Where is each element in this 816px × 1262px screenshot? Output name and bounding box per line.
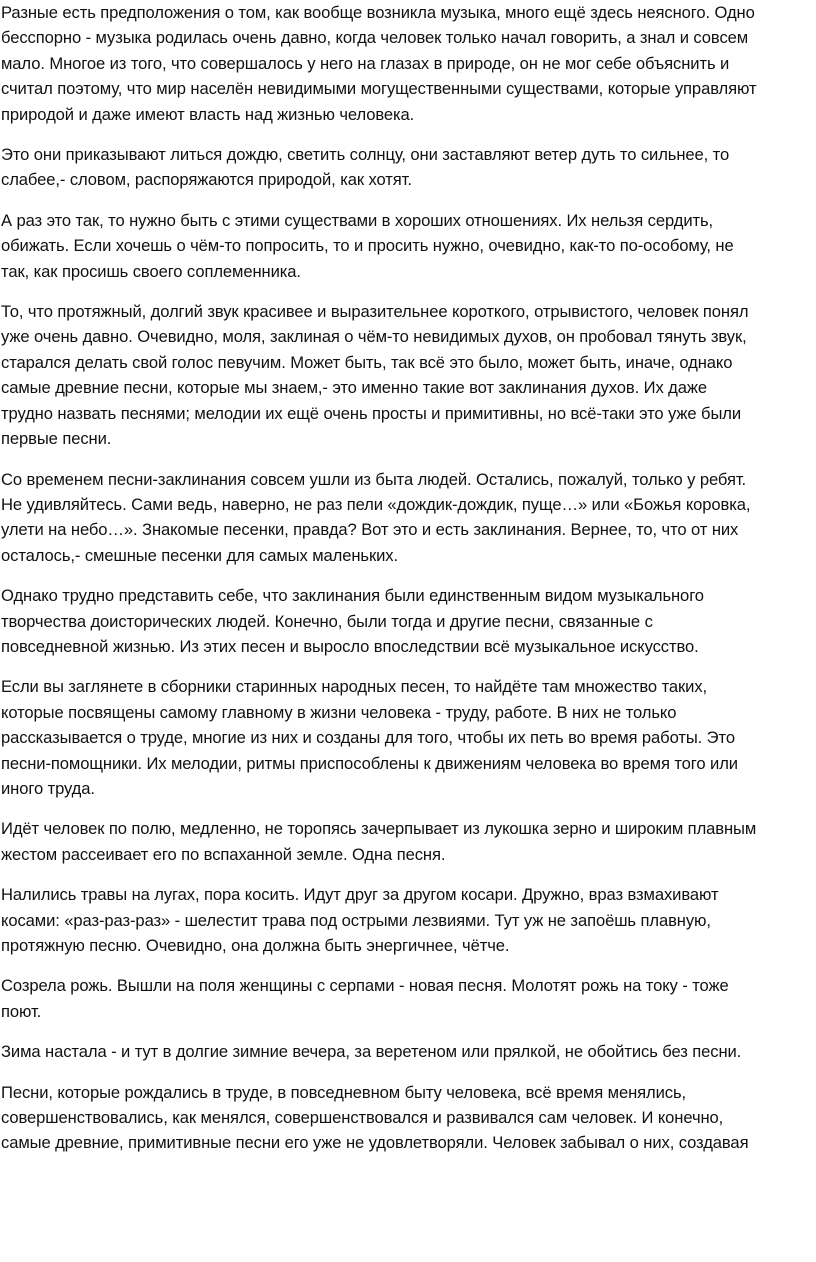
paragraph-8: Идёт человек по полю, медленно, не торопясь зачерпывает из лукошка зерно и широким плавным жестом рассеивает его по вспаханной земле. Одна песня. [1, 819, 757, 864]
paragraph-5: Со временем песни-заклинания совсем ушли из быта людей. Остались, пожалуй, только у ребят. Не удивляйтесь. Сами ведь, наверно, не раз пели «дождик-дождик, пуще…» или «Божья коровка, улети на небо…». Знакомые песенки, правда? Вот это и есть заклинания. Вернее, то, что от них осталось,- смешные песенки для самых маленьких. [1, 469, 751, 565]
paragraph-10: Созрела рожь. Вышли на поля женщины с серпами - новая песня. Молотят рожь на току - тоже поют. [1, 976, 729, 1021]
paragraph-12: Песни, которые рождались в труде, в повседневном быту человека, всё время менялись, совершенствовались, как менялся, совершенствовался и развивался сам человек. И конечно, самые древние, примитивные песни его уже не удовлетворяли. Человек забывал о них, создавая [1, 1082, 749, 1153]
paragraph-7: Если вы заглянете в сборники старинных народных песен, то найдёте там множество таких, которые посвящены самому главному в жизни человека - труду, работе. В них не только рассказывается о труде, многие из них и созданы для того, чтобы их петь во время работы. Это песни-помощники. Их мелодии, ритмы приспособлены к движениям человека во время того или иного труда. [1, 677, 738, 798]
paragraph-1: Разные есть предположения о том, как вообще возникла музыка, много ещё здесь неясного. Одно бесспорно - музыка родилась очень давно, когда человек только начал говорить, а знал и совсем мало. Многое из того, что совершалось у него на глазах в природе, он не мог себе объяснить и считал поэтому, что мир населён невидимыми могущественными существами, которые управляют природой и даже имеют власть над жизнью человека. [1, 3, 757, 124]
paragraph-6: Однако трудно представить себе, что заклинания были единственным видом музыкального творчества доисторических людей. Конечно, были тогда и другие песни, связанные с повседневной жизнью. Из этих песен и выросло впоследствии всё музыкальное искусство. [1, 586, 704, 656]
paragraph-4: То, что протяжный, долгий звук красивее и выразительнее короткого, отрывистого, человек понял уже очень давно. Очевидно, моля, заклиная о чём-то невидимых духов, он пробовал тянуть звук, старался делать свой голос певучим. Может быть, так всё это было, может быть, иначе, однако самые древние песни, которые мы знаем,- это именно такие вот заклинания духов. Их даже трудно назвать песнями; мелодии их ещё очень просты и примитивны, но всё-таки это уже были первые песни. [1, 302, 749, 449]
paragraph-9: Налились травы на лугах, пора косить. Идут друг за другом косари. Дружно, враз взмахивают косами: «раз-раз-раз» - шелестит трава под острыми лезвиями. Тут уж не запоёшь плавную, протяжную песню. Очевидно, она должна быть энергичнее, чётче. [1, 885, 719, 955]
paragraph-3: А раз это так, то нужно быть с этими существами в хороших отношениях. Их нельзя сердить, обижать. Если хочешь о чём-то попросить, то и просить нужно, очевидно, как-то по-особому, не так, как просишь своего соплеменника. [1, 210, 734, 281]
paragraph-11: Зима настала - и тут в долгие зимние вечера, за веретеном или прялкой, не обойтись без песни. [1, 1042, 742, 1062]
paragraph-2: Это они приказывают литься дождю, светить солнцу, они заставляют ветер дуть то сильнее, то слабее,- словом, распоряжаются природой, как хотят. [1, 145, 730, 190]
